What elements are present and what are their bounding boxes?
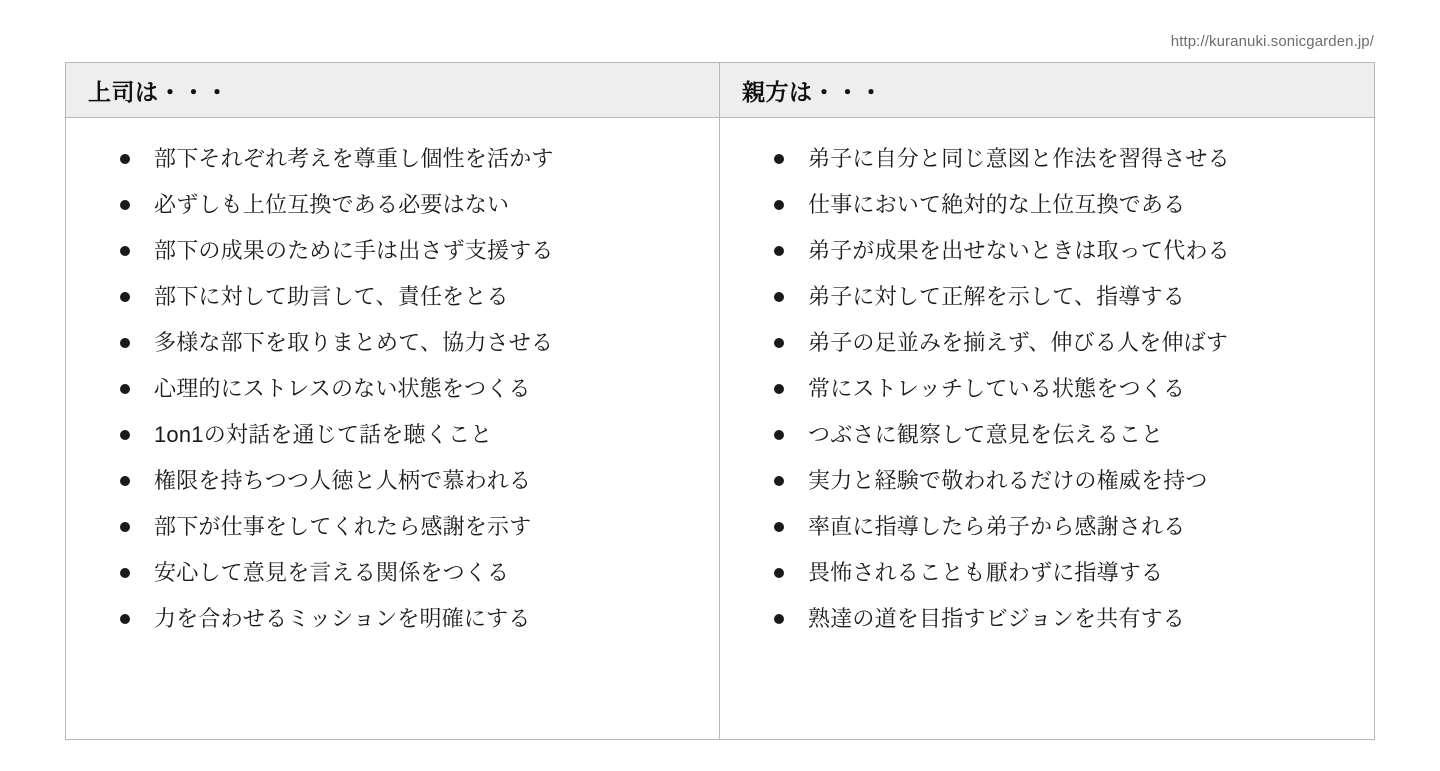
list-item-label: つぶさに観察して意見を伝えること bbox=[808, 422, 1164, 447]
list-item-label: 心理的にストレスのない状態をつくる bbox=[154, 376, 531, 401]
bullet-dot-icon bbox=[774, 522, 784, 532]
list-item bbox=[734, 136, 1360, 182]
list-item bbox=[80, 320, 705, 366]
bullet-dot-icon bbox=[120, 154, 130, 164]
column-header-boss: 上司は・・・ bbox=[66, 63, 720, 117]
bullet-dot-icon bbox=[120, 430, 130, 440]
list-item bbox=[734, 182, 1360, 228]
list-item bbox=[80, 228, 705, 274]
list-item-label: 弟子に自分と同じ意図と作法を習得させる bbox=[808, 146, 1230, 171]
bullet-dot-icon bbox=[774, 614, 784, 624]
comparison-table bbox=[65, 62, 1375, 740]
list-item-label: 部下それぞれ考えを尊重し個性を活かす bbox=[154, 146, 554, 171]
list-item-label: 弟子が成果を出せないときは取って代わる bbox=[808, 238, 1230, 263]
list-item-label: 安心して意見を言える関係をつくる bbox=[154, 560, 510, 585]
bullet-dot-icon bbox=[774, 292, 784, 302]
bullet-dot-icon bbox=[120, 522, 130, 532]
list-item bbox=[80, 366, 705, 412]
list-item-label: 力を合わせるミッションを明確にする bbox=[154, 606, 531, 631]
bullet-dot-icon bbox=[120, 200, 130, 210]
column-body-master bbox=[720, 118, 1374, 739]
list-item bbox=[734, 320, 1360, 366]
list-item bbox=[734, 274, 1360, 320]
bullet-dot-icon bbox=[120, 338, 130, 348]
list-item-label: 弟子に対して正解を示して、指導する bbox=[808, 284, 1185, 309]
list-item bbox=[80, 550, 705, 596]
list-item-label: 多様な部下を取りまとめて、協力させる bbox=[154, 330, 554, 355]
bullet-dot-icon bbox=[774, 338, 784, 348]
source-url-text: http://kuranuki.sonicgarden.jp/ bbox=[1170, 33, 1374, 50]
bullet-list-boss bbox=[80, 136, 705, 642]
bullet-dot-icon bbox=[120, 384, 130, 394]
bullet-dot-icon bbox=[120, 614, 130, 624]
bullet-dot-icon bbox=[120, 568, 130, 578]
list-item-label: 常にストレッチしている状態をつくる bbox=[808, 376, 1186, 401]
list-item bbox=[80, 596, 705, 642]
list-item-label: 仕事において絶対的な上位互換である bbox=[808, 192, 1186, 217]
list-item-label: 必ずしも上位互換である必要はない bbox=[154, 192, 510, 217]
list-item bbox=[80, 182, 705, 228]
bullet-dot-icon bbox=[774, 154, 784, 164]
bullet-list-master bbox=[734, 136, 1360, 642]
list-item bbox=[734, 550, 1360, 596]
list-item-label: 部下の成果のために手は出さず支援する bbox=[154, 238, 554, 263]
list-item-label: 実力と経験で敬われるだけの権威を持つ bbox=[808, 468, 1208, 493]
column-body-boss bbox=[66, 118, 720, 739]
bullet-dot-icon bbox=[774, 568, 784, 578]
list-item bbox=[734, 228, 1360, 274]
bullet-dot-icon bbox=[120, 292, 130, 302]
list-item bbox=[80, 504, 705, 550]
list-item bbox=[734, 596, 1360, 642]
bullet-dot-icon bbox=[774, 384, 784, 394]
list-item-label: 弟子の足並みを揃えず、伸びる人を伸ばす bbox=[808, 330, 1229, 355]
bullet-dot-icon bbox=[774, 476, 784, 486]
list-item bbox=[734, 504, 1360, 550]
list-item-label: 部下が仕事をしてくれたら感謝を示す bbox=[154, 514, 532, 539]
bullet-dot-icon bbox=[120, 476, 130, 486]
list-item-label: 部下に対して助言して、責任をとる bbox=[154, 284, 509, 309]
list-item bbox=[734, 412, 1360, 458]
bullet-dot-icon bbox=[774, 246, 784, 256]
list-item bbox=[80, 274, 705, 320]
list-item-label: 熟達の道を目指すビジョンを共有する bbox=[808, 606, 1185, 631]
list-item bbox=[734, 366, 1360, 412]
list-item bbox=[80, 136, 705, 182]
column-header-master: 親方は・・・ bbox=[742, 78, 883, 105]
list-item-label: 権限を持ちつつ人徳と人柄で慕われる bbox=[154, 468, 532, 493]
bullet-dot-icon bbox=[774, 200, 784, 210]
bullet-dot-icon bbox=[774, 430, 784, 440]
list-item-label: 率直に指導したら弟子から感謝される bbox=[808, 514, 1186, 539]
list-item bbox=[80, 412, 705, 458]
list-item bbox=[80, 458, 705, 504]
table-body bbox=[66, 118, 1374, 739]
bullet-dot-icon bbox=[120, 246, 130, 256]
list-item-label: 畏怖されることも厭わずに指導する bbox=[808, 560, 1164, 585]
list-item bbox=[734, 458, 1360, 504]
table-header-row bbox=[66, 63, 1374, 118]
list-item-label: 1on1の対話を通じて話を聴くこと bbox=[154, 422, 493, 447]
